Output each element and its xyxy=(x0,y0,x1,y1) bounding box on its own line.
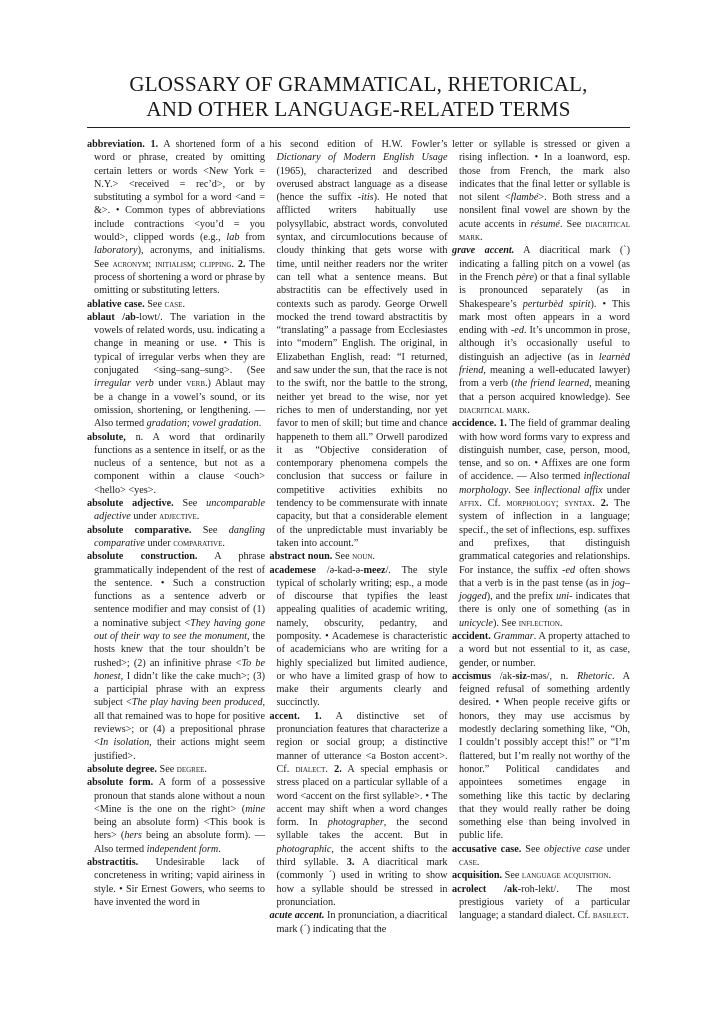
glossary-entry xyxy=(87,138,265,298)
entry-text: A phrase grammatically independent of the rest of the sentence. • Such a construction functions as a sentence adverb or sentence modifier and may consist of (1) a nominative subject < xyxy=(94,551,265,629)
entry-text: In pronunciation, a diacritical mark (´) indicating that the xyxy=(276,910,448,935)
entry-text: . A feigned refusal of something ardently desired. • When people receive gifts or honors, they may use accismus by modestly declaring something like, “Oh, I couldn’t possibly accept this!” or “I’m flattered, but I’m really not worthy of the honor.” Political candidates and appointees sometimes engage in something like this tactic by declaring that they would really rather be doing something else than being involved in public life. xyxy=(459,670,630,842)
entry-text: . xyxy=(608,870,612,882)
entry-headword: absolute comparative. xyxy=(87,524,192,536)
entry-headword: accident. xyxy=(452,630,491,642)
entry-text: under xyxy=(153,378,187,390)
entry-text: , the accent shifts to the third syllable. xyxy=(276,843,448,869)
entry-text: . xyxy=(372,551,375,563)
entry-text: perturbèd spirit xyxy=(522,298,591,310)
entry-text: , the second syllable takes the accent. But in xyxy=(276,817,448,842)
cross-reference: diacritical mark xyxy=(459,404,528,416)
entry-text: ) or that a final syllable is pronounced separately (as in Shakespeare’s xyxy=(459,271,630,310)
entry-text: A diacritical mark (commonly ´) used in writing to show how a syllable should be stressed in pronunciation. xyxy=(276,857,448,908)
entry-text: objective case xyxy=(543,843,603,855)
glossary-entry xyxy=(87,550,265,763)
glossary-entry-continued xyxy=(270,138,448,550)
cross-reference: dialect xyxy=(295,763,326,775)
entry-text: /. The style typical of scholarly writing; esp., a mode of discourse that typifies the least appealing qualities of academic writing, namely, obscurity, pedantry, and pomposity. • Academese is characteristic of academicians who are writing for a highly specialized but limited audience, or who have a limited grasp of how to make their arguments clearly and succinctly. xyxy=(276,564,448,709)
cross-reference: acronym; initialism; clipping xyxy=(112,258,232,270)
entry-text: ). • This mark most often appears in a word ending with xyxy=(459,298,630,337)
glossary-entry xyxy=(87,311,265,431)
cross-reference: case xyxy=(164,298,183,310)
entry-text: . A property attached to a word but not essential to it, as case, gender, or number. xyxy=(459,630,630,669)
entry-headword: absolute construction. xyxy=(87,551,198,563)
entry-headword: academese xyxy=(269,564,316,576)
entry-text: ), acronyms, and initialisms. See xyxy=(94,245,265,270)
entry-headword: absolute form. xyxy=(87,777,154,789)
entry-headword: accidence. 1. xyxy=(452,418,507,430)
entry-text: . See xyxy=(508,484,534,496)
entry-text: The play having been produced xyxy=(131,697,263,709)
entry-text: .) Ablaut may be a change in a vowel’s sound, or its omission, shortening, or lengthening. — Also termed xyxy=(94,378,265,430)
glossary-columns xyxy=(87,138,630,936)
cross-reference: inflection xyxy=(518,617,560,629)
entry-headword: siz xyxy=(515,670,527,682)
entry-headword: acquisition. xyxy=(452,870,503,882)
cross-reference: diacritical mark xyxy=(459,218,631,244)
page-title xyxy=(40,72,677,122)
entry-text: under xyxy=(144,537,174,549)
entry-text: lab xyxy=(226,232,240,244)
cross-reference: adjective xyxy=(159,511,197,523)
title-rule xyxy=(87,127,630,128)
entry-text: . xyxy=(592,498,601,510)
glossary-entry-continued xyxy=(452,138,630,244)
glossary-entry xyxy=(270,550,448,563)
glossary-entry xyxy=(87,298,265,311)
entry-text: See xyxy=(191,524,229,536)
entry-text: Dictionary of Modern English Usage xyxy=(276,152,448,164)
entry-text: -roh-lekt/. The most prestigious variety of a particular language; a standard dialect. Cf. xyxy=(459,883,630,922)
entry-headword: abbreviation. 1. xyxy=(87,139,159,150)
entry-text: irregular verb xyxy=(94,378,154,390)
entry-headword: 2. xyxy=(237,258,246,270)
glossary-entry xyxy=(452,869,630,882)
glossary-entry xyxy=(87,524,265,551)
entry-text: To be honest, xyxy=(94,657,265,682)
entry-text: /ak- xyxy=(491,670,516,682)
entry-text: uni- xyxy=(556,591,573,603)
entry-text: . xyxy=(476,857,480,869)
cross-reference: noun xyxy=(352,551,373,563)
cross-reference: degree xyxy=(176,763,205,775)
entry-text: (1965), characterized and described overused abstract language as a disease (hence the suffix xyxy=(276,165,448,204)
entry-text: dangling comparative xyxy=(94,524,266,549)
entry-headword: abstractitis. xyxy=(87,857,139,869)
entry-text: I didn’t like the cake much>; (3) a participial phrase with an express subject < xyxy=(94,670,265,709)
entry-text: under xyxy=(602,484,630,496)
entry-headword: grave accent. xyxy=(452,245,515,257)
entry-text: ). He noted that afflicted writers habitually use polysyllabic, abstract words, convoluted syntax, and circumlocutions because of cloudy thinking that gets worse with time, until neither readers nor the writer can tell what a sentence means. But abstractitis can be effectively used in contexts such as parody. George Orwell mocked the trend toward abstractitis by “translating” a passage from Ecclesiastes into “modern” English. The original, in Elizabethan English, read: “I returned, and saw under the sun, that the race is not to the swift, nor the battle to the strong, neither yet bread to the wise, nor yet riches to men of understanding, nor yet favor to men of skill; but time and chance happeneth to them all.” Orwell parodized it as “Objective consideration of contemporary phenomena compels the conclusion that success or failure in competitive activities exhibits no tendency to be commensurate with innate capacity, but that a considerable element of the unpredictable must invariably be taken into account.” xyxy=(276,192,448,549)
glossary-entry xyxy=(87,497,265,524)
entry-headword: ablative case. xyxy=(87,298,145,310)
glossary-entry xyxy=(452,417,630,630)
entry-headword: accent. 1. xyxy=(269,710,322,722)
glossary-entry xyxy=(87,856,265,909)
entry-text: . xyxy=(527,404,530,416)
entry-text: The system of inflection in a language; specif., the set of inflections, esp. suffixes and prefixes, that distinguish grammatical categories and relationships. For instance, the suffix xyxy=(459,498,631,576)
entry-text: . xyxy=(218,843,221,855)
entry-text: See xyxy=(332,551,353,563)
entry-text: -itis xyxy=(357,192,374,204)
entry-text: See xyxy=(156,763,177,775)
entry-text: under xyxy=(130,511,160,523)
entry-headword: ablaut /ab xyxy=(87,311,136,323)
entry-text: They having gone out of their way to see the monument, xyxy=(94,617,265,642)
entry-text: hers xyxy=(124,830,142,842)
glossary-entry xyxy=(452,630,630,670)
cross-reference: affix xyxy=(459,498,480,510)
entry-text: -ed xyxy=(562,564,576,576)
entry-text: . xyxy=(204,763,207,775)
entry-text: jog–jogged xyxy=(459,577,630,603)
entry-headword: 2. xyxy=(600,498,609,510)
entry-headword: acrolect /ak xyxy=(452,883,518,895)
entry-text: under xyxy=(602,843,630,855)
entry-headword: acute accent. xyxy=(269,910,325,922)
entry-text: résumé xyxy=(530,218,560,230)
entry-text: ; xyxy=(186,418,193,430)
entry-text: . xyxy=(231,258,238,270)
entry-text: mine xyxy=(245,803,265,815)
entry-text: The field of grammar dealing with how word forms vary to express and distinguish number, case, person, mood, tense, and so on. • Affixes are one form of accidence. — Also termed xyxy=(459,418,630,483)
cross-reference: comparative xyxy=(173,537,223,549)
glossary-entry xyxy=(87,776,265,856)
entry-text: ). See xyxy=(492,617,519,629)
entry-text: letter or syllable is stressed or given a rising inflection. • In a loanword, esp. those from French, the mark also indicates that the final letter or syllable is not silent < xyxy=(452,139,630,204)
entry-text: The process of shortening a word or phrase by omitting or substituting letters. xyxy=(94,258,265,297)
entry-text: inflectional affix xyxy=(533,484,603,496)
entry-text: In isolation xyxy=(99,737,150,749)
entry-text: flambé xyxy=(510,192,539,204)
entry-text: -lowt/. The variation in the vowels of related words, usu. indicating a change in meaning or use. • This is typical of irregular verbs when they are conjugated <sing–sang–sung>. (See xyxy=(94,311,265,377)
entry-text: . xyxy=(325,763,335,775)
entry-text: laboratory xyxy=(94,245,138,257)
entry-text: inflectional morphology xyxy=(459,471,630,496)
page-title-line-1: GLOSSARY OF GRAMMATICAL, RHETORICAL, xyxy=(129,72,588,96)
entry-text: A special emphasis or stress placed on a particular syllable of a word <accent on the first syllable>. • The accent may shift when a word changes form. In xyxy=(276,763,448,829)
entry-text: indicates that there is only one of something (as in xyxy=(459,591,630,616)
entry-headword: accusative case. xyxy=(452,843,522,855)
page-title-line-2: AND OTHER LANGUAGE-RELATED TERMS xyxy=(146,97,571,121)
entry-text: photographic xyxy=(276,843,332,855)
glossary-entry xyxy=(452,843,630,870)
entry-text: learnèd friend xyxy=(459,351,630,377)
entry-text: . It’s uncommon in prose, although it’s occasionally useful to distinguish an adjective (as in xyxy=(459,325,630,363)
entry-headword: absolute degree. xyxy=(87,763,157,775)
entry-headword: absolute adjective. xyxy=(87,498,174,510)
entry-text: . Cf. xyxy=(479,498,507,510)
entry-text: Rhetoric xyxy=(576,670,613,682)
entry-text: often shows that a verb is in the past tense (as in xyxy=(459,564,631,589)
entry-text: . See xyxy=(559,218,586,230)
entry-text: A distinctive set of pronunciation features that characterize a region or social group; a distinctive manner of utterance <a Boston accent>. Cf. xyxy=(276,710,448,775)
entry-text: being an absolute form) <This book is hers> ( xyxy=(94,817,265,842)
entry-text: . xyxy=(480,232,483,244)
entry-headword: 3. xyxy=(346,857,355,869)
entry-text: ), and the prefix xyxy=(486,591,557,603)
entry-text: being an absolute form). — Also termed xyxy=(94,830,265,855)
entry-text: vowel gradation xyxy=(192,418,259,430)
glossary-entry xyxy=(452,244,630,417)
entry-headword: meez xyxy=(363,564,386,576)
entry-text: . xyxy=(258,418,262,430)
entry-text: /ə-kad-ə- xyxy=(315,564,364,576)
entry-text: the hosts knew that the tour shouldn’t be rushed>; (2) an infinitive phrase < xyxy=(94,630,265,669)
entry-text: Grammar xyxy=(493,630,534,642)
entry-text: See xyxy=(144,298,165,310)
glossary-entry xyxy=(87,763,265,776)
entry-text: photographer xyxy=(327,817,384,829)
entry-headword: absolute, xyxy=(87,431,126,443)
cross-reference: language acquisition xyxy=(521,870,609,882)
entry-text: gradation xyxy=(146,418,187,430)
entry-text: -məs/, n. xyxy=(526,670,577,682)
entry-text: . xyxy=(559,617,563,629)
entry-text: unicycle xyxy=(459,617,493,629)
glossary-column-1 xyxy=(87,138,265,936)
glossary-entry xyxy=(270,909,448,936)
entry-text: n. A word that ordinarily functions as a sentence in itself, or as the nucleus of a sentence, but not as a component within a clause <ouch> <hello> <yes>. xyxy=(94,431,265,496)
entry-headword: accismus xyxy=(452,670,492,682)
entry-text: A diacritical mark (`) indicating a falling pitch on a vowel (as in the French xyxy=(459,245,630,283)
entry-text: See xyxy=(502,870,522,882)
entry-text: from xyxy=(239,232,265,244)
entry-text: the friend learned xyxy=(514,378,590,390)
cross-reference: verb xyxy=(186,378,205,390)
entry-text: -ed xyxy=(510,325,524,337)
entry-text: père xyxy=(516,271,534,283)
entry-text: , meaning that a person acquired knowledge). See xyxy=(459,378,630,403)
glossary-entry xyxy=(452,883,630,923)
glossary-column-3 xyxy=(452,138,630,936)
glossary-entry xyxy=(270,710,448,909)
entry-text: his second edition of H.W. Fowler’s xyxy=(269,139,448,150)
entry-text: , their actions might seem justified>. xyxy=(94,737,265,762)
entry-text: >. Both stress and a nonsilent final vowel are shown by the acute accents in xyxy=(459,192,630,230)
entry-text: . xyxy=(196,511,200,523)
glossary-entry xyxy=(87,431,265,497)
glossary-column-2 xyxy=(270,138,448,936)
glossary-entry xyxy=(452,670,630,843)
cross-reference: basilect xyxy=(592,910,627,922)
entry-text: . xyxy=(222,537,225,549)
entry-text: . xyxy=(626,910,629,922)
entry-headword: 2. xyxy=(334,763,342,775)
entry-text: See xyxy=(521,843,544,855)
entry-text: See xyxy=(173,498,207,510)
entry-text: A form of a possessive pronoun that stands alone without a noun <Mine is the one on the right> ( xyxy=(94,777,265,815)
entry-text: , all that remained was to hope for positive reviews>; or (4) a prepositional phrase < xyxy=(94,697,265,749)
entry-text: independent form xyxy=(146,843,219,855)
entry-text: A shortened form of a word or phrase, created by omitting certain letters or words <New York = N.Y.> <received = rec’d>, or by substituting a symbol for a word <and = &>. • Common types of abbreviations include contractions <you’d = you would>, clipped words (e.g., xyxy=(94,139,265,244)
glossary-entry xyxy=(270,564,448,710)
entry-text: uncomparable adjective xyxy=(94,498,265,523)
cross-reference: morphology; syntax xyxy=(506,498,593,510)
entry-text: , meaning a well-educated lawyer) from a verb ( xyxy=(459,365,630,390)
entry-text: . xyxy=(182,298,185,310)
entry-headword: abstract noun. xyxy=(269,551,333,563)
entry-text: Undesirable lack of concreteness in writing; vapid airiness in style. • Sir Ernest Gowers, who seems to have invented the word in xyxy=(94,857,265,908)
cross-reference: case xyxy=(459,857,477,869)
